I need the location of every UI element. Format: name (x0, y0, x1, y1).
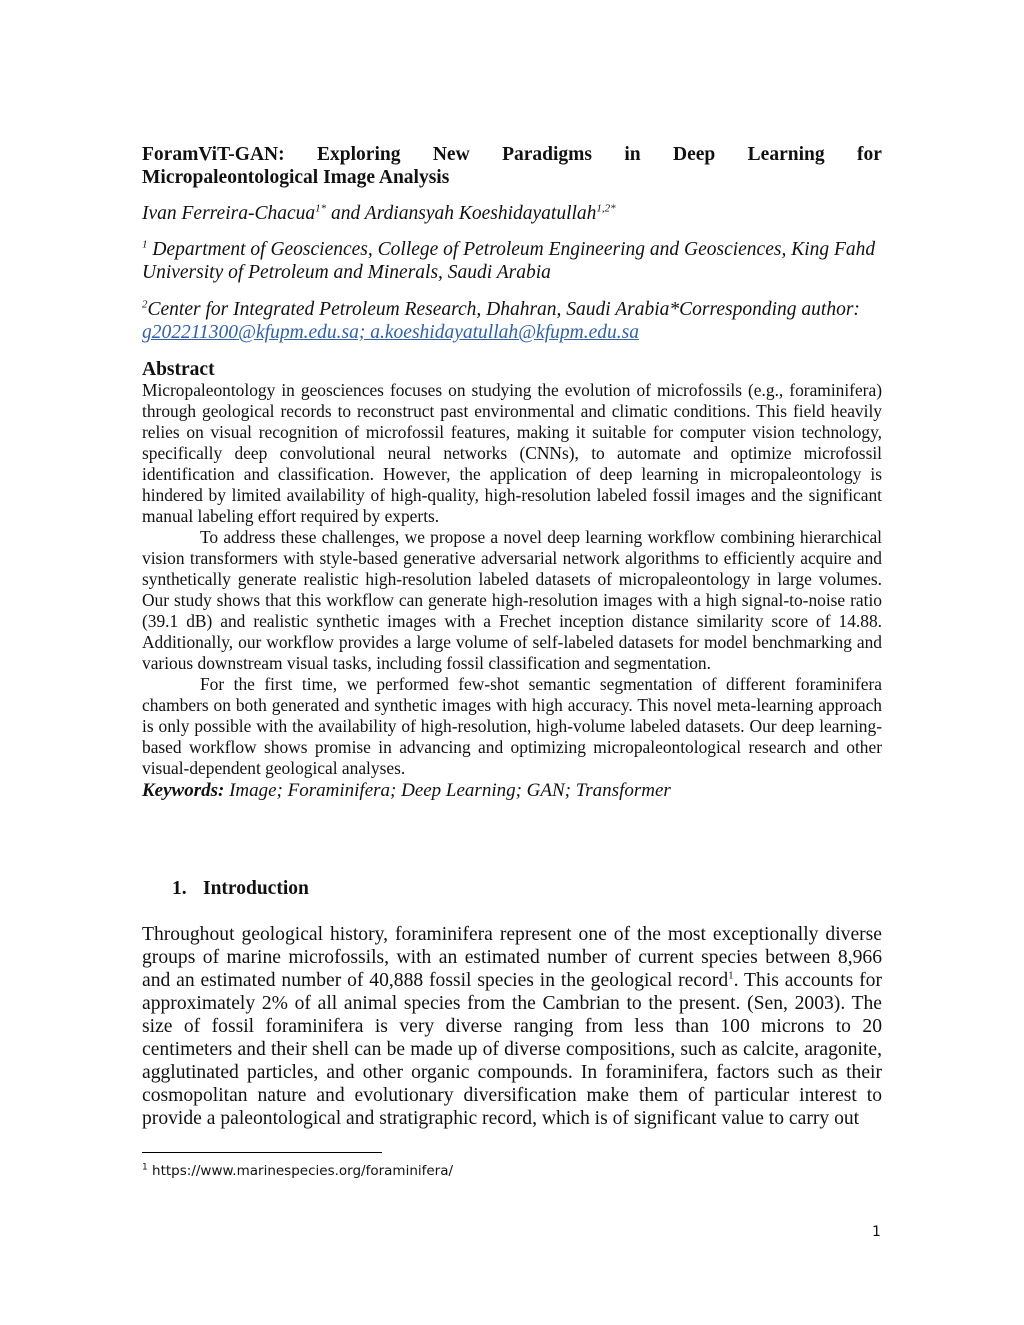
author-2-affil: 1,2* (596, 202, 616, 215)
title-word: Paradigms (502, 144, 592, 165)
affiliation-1-text: Department of Geosciences, College of Petroleum Engineering and Geosciences, King Fahd University of Petroleum and Minerals, Saudi Arabia (142, 239, 876, 283)
author-1: Ivan Ferreira-Chacua (142, 203, 316, 224)
page-number: 1 (872, 1224, 881, 1240)
author-2: Ardiansyah Koeshidayatullah (364, 203, 597, 224)
abstract-heading: Abstract (142, 359, 215, 380)
footnote-divider (142, 1152, 382, 1153)
abstract-paragraph: Micropaleontology in geosciences focuses on studying the evolution of microfossils (e.g., foraminifera) through geological records to reconstruct past environmental and climatic conditions. This field heavily relies on visual recognition of microfossil features, making it suitable for computer vision technology, specifically deep convolutional neural networks (CNNs), to automate and optimize microfossil identification and classification. However, the application of deep learning in micropaleontology is hindered by limited availability of high-quality, high-resolution labeled fossil images and the significant manual labeling effort required by experts. (142, 380, 882, 526)
section-number: 1. (172, 878, 187, 899)
corresponding-emails-link[interactable]: g202211300@kfupm.edu.sa; a.koeshidayatullah@kfupm.edu.sa (142, 322, 639, 343)
title-word: ForamViT-GAN: (142, 144, 285, 165)
footnote-reference[interactable]: 1 (728, 969, 734, 982)
footnote-url[interactable]: https://www.marinespecies.org/foraminifera/ (147, 1163, 454, 1179)
author-1-affil: 1* (315, 202, 327, 215)
footnote-mark: 1 (142, 1162, 148, 1173)
affiliation-2 (142, 298, 882, 344)
introduction-body (142, 923, 882, 1130)
affiliation-2-text: Center for Integrated Petroleum Research, Dhahran, Saudi Arabia*Corresponding author: (147, 299, 860, 320)
abstract-paragraph: To address these challenges, we propose a novel deep learning workflow combining hierarchical vision transformers with style-based generative adversarial network algorithms to efficiently acquire and synthetically generate realistic high-resolution labeled datasets of micropaleontology in large volumes. Our study shows that this workflow can generate high-resolution images with a high signal-to-noise ratio (39.1 dB) and realistic synthetic images with a Frechet inception distance similarity score of 14.88. Additionally, our workflow provides a large volume of self-labeled datasets for model benchmarking and various downstream visual tasks, including fossil classification and segmentation. (142, 527, 882, 673)
title-word: Exploring (317, 144, 401, 165)
paper-title (142, 143, 882, 189)
affiliation-2-mark: 2 (142, 298, 148, 311)
title-word: Learning (747, 144, 825, 165)
title-line-1 (142, 143, 882, 166)
section-title: Introduction (203, 878, 309, 899)
affiliation-1 (142, 238, 882, 284)
introduction-paragraph (142, 923, 882, 1130)
keywords-label: Keywords: (142, 780, 225, 801)
title-word: Deep (673, 144, 716, 165)
keywords (142, 779, 882, 802)
affiliation-1-mark: 1 (142, 238, 148, 251)
title-word: New (432, 144, 470, 165)
abstract-paragraph: For the first time, we performed few-shot semantic segmentation of different foraminifera chambers on both generated and synthetic images with high accuracy. This novel meta-learning approach is only possible with the availability of high-resolution, high-volume labeled datasets. Our deep learning-based workflow shows promise in advancing and optimizing micropaleontological research and other visual-dependent geological analyses. (142, 674, 882, 778)
section-heading-introduction (172, 877, 912, 900)
intro-text: Throughout geological history, foraminifera represent one of the most exceptionally diverse groups of marine microfossils, with an estimated number of current species between 8,966 and an estimated number of 40,888 fossil species in the geological record (142, 924, 882, 991)
title-word: in (624, 144, 641, 165)
footnote (142, 1163, 453, 1179)
title-word: for (857, 144, 882, 165)
abstract-body (142, 380, 882, 802)
authors (142, 202, 882, 225)
keywords-list: Image; Foraminifera; Deep Learning; GAN; Transformer (224, 780, 671, 801)
authors-and: and (326, 203, 365, 224)
title-line-2: Micropaleontological Image Analysis (142, 167, 450, 188)
intro-text: . This accounts for approximately 2% of all animal species from the Cambrian to the present. (Sen, 2003). The size of fossil foraminifera is very diverse ranging from less than 100 microns to 20 centimeters and their shell can be made up of diverse compositions, such as calcite, aragonite, agglutinated particles, and other organic compounds. In foraminifera, factors such as their cosmopolitan nature and evolutionary diversification make them of particular interest to provide a paleontological and stratigraphic record, which is of significant value to carry out (142, 970, 882, 1129)
